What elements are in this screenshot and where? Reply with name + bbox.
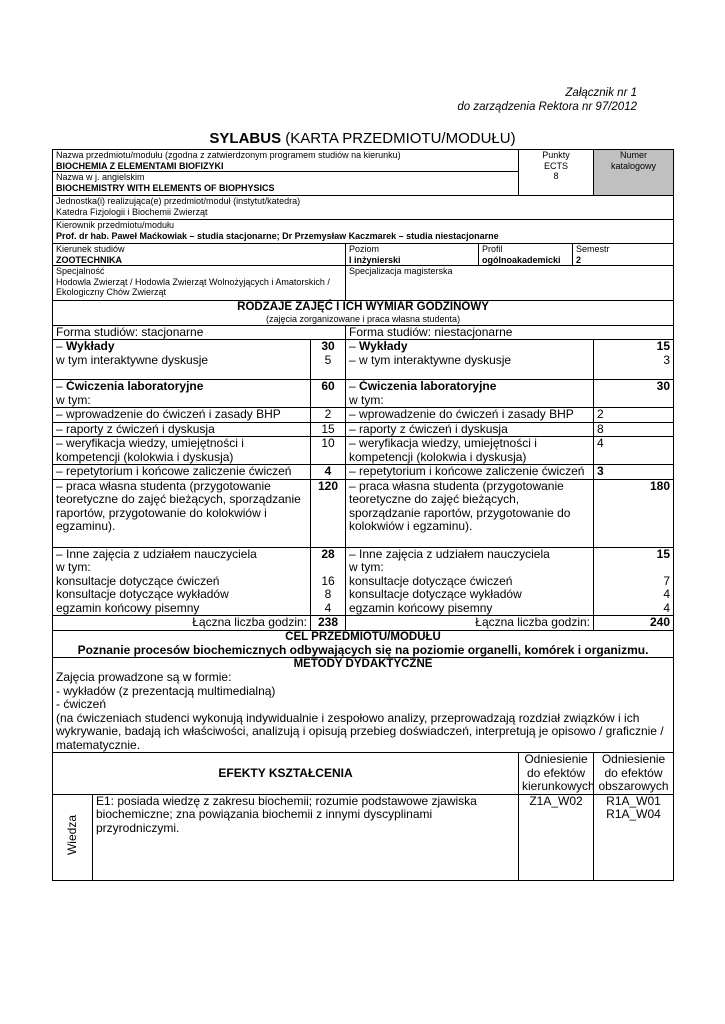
bullet-mark: – (56, 339, 63, 353)
st-reports-cell (53, 422, 311, 437)
profile-label: Profil (482, 244, 503, 254)
specialty-value: Hodowla Zwierząt / Hodowla Zwierząt Wolnożyjących i Amatorskich / Ekologiczny Chów Zwierząt (56, 276, 330, 297)
goal-cell (53, 630, 674, 658)
st-lectures: Wykłady (66, 339, 115, 353)
level-value: I inżynierski (349, 254, 401, 265)
unit-cell (53, 196, 674, 220)
outcome-e1-area-cell (594, 794, 674, 880)
bullet-mark: – (349, 546, 356, 561)
bullet-mark: – (56, 546, 63, 561)
course-head-label: Kierownik przedmiotu/modułu (56, 220, 175, 230)
st-reports: raporty z ćwiczeń i dyskusja (66, 421, 215, 436)
st-other-cell (53, 547, 311, 616)
outcomes-field-header: Odniesienie do efektów kierunkowych (519, 753, 594, 795)
title-rest: (KARTA PRZEDMIOTU/MODUŁU) (281, 130, 516, 147)
course-name-label: Nazwa przedmiotu/modułu (zgodna z zatwierdzonym programem studiów na kierunku) (56, 150, 401, 160)
ns-verify: weryfikacja wiedzy, umiejętności i kompetencji (kolokwia i dyskusja) (349, 436, 537, 464)
st-own-work-hours: 120 (311, 479, 346, 547)
bullet-mark: – (56, 464, 63, 478)
page-title (0, 130, 725, 147)
ns-cons-ex-hours: 7 (663, 573, 671, 588)
ns-labs-cell (346, 380, 594, 394)
ns-verify-hours: 4 (594, 437, 674, 465)
st-cons-ex: konsultacje dotyczące ćwiczeń (56, 573, 220, 588)
ns-review: repetytorium i końcowe zaliczenie ćwiczeń (359, 464, 585, 478)
outcome-e1-field: Z1A_W02 (519, 794, 594, 880)
ns-total-label: Łączna liczba godzin: (346, 616, 594, 631)
ns-other: Inne zajęcia z udziałem nauczyciela (359, 546, 550, 561)
st-verify: weryfikacja wiedzy, umiejętności i kompetencji (kolokwia i dyskusja) (56, 436, 244, 464)
st-own-work-cell (53, 479, 311, 547)
ns-lectures-cell (346, 340, 594, 354)
ns-total: 240 (594, 616, 674, 631)
level-cell (346, 244, 479, 266)
semester-value: 2 (576, 254, 582, 265)
ns-lectures-hours: 15 (594, 340, 674, 354)
ns-intro: wprowadzenie do ćwiczeń i zasady BHP (359, 407, 574, 421)
st-other-incl: w tym: (56, 560, 91, 574)
english-name-label: Nazwa w j. angielskim (56, 172, 145, 182)
bullet-mark: – (349, 436, 356, 450)
bullet-mark: – (349, 464, 356, 478)
bullet-mark: – (349, 478, 356, 493)
semester-cell (573, 244, 674, 266)
ns-cons-lec-hours: 4 (663, 587, 671, 601)
st-intro: wprowadzenie do ćwiczeń i zasady BHP (66, 407, 281, 421)
ns-reports-hours: 8 (594, 422, 674, 437)
ns-verify-cell (346, 437, 594, 465)
methods-line-1: Zajęcia prowadzone są w formie: (56, 670, 232, 684)
ns-cons-lec: konsultacje dotyczące wykładów (349, 587, 522, 601)
outcomes-category: Wiedza (64, 815, 79, 856)
master-specialization-cell (346, 266, 674, 301)
hours-heading: RODZAJE ZAJĘĆ I ICH WYMIAR GODZINOWY (237, 301, 489, 313)
outcome-e1-area-2: R1A_W04 (606, 807, 661, 821)
outcomes-area-header: Odniesienie do efektów obszarowych (594, 753, 674, 795)
ects-cell (519, 150, 594, 196)
st-intro-hours: 2 (311, 408, 346, 423)
unit-value: Katedra Fizjologii i Biochemii Zwierząt (56, 206, 208, 217)
outcome-e1-area-1: R1A_W01 (606, 793, 661, 808)
syllabus-table (52, 149, 674, 881)
st-cons-lec-hours: 8 (324, 587, 332, 601)
ns-own-work: praca własna studenta (przygotowanie teoretyczne do zajęć bieżących, sporządzanie raportów, przygotowanie do kolokwiów i egzaminu). (349, 478, 571, 533)
stationary-header: Forma studiów: stacjonarne (53, 325, 346, 340)
st-review-hours: 4 (311, 465, 346, 480)
field-of-study-label: Kierunek studiów (56, 244, 125, 254)
annex-note (457, 86, 637, 114)
methods-line-2: - wykładów (z prezentacją multimedialną) (56, 683, 276, 698)
st-other-hours: 28 (321, 546, 335, 561)
methods-heading: METODY DYDAKTYCZNE (293, 658, 433, 670)
ns-other-hours: 15 (656, 546, 671, 561)
st-other: Inne zajęcia z udziałem nauczyciela (66, 546, 257, 561)
bullet-mark: – (349, 352, 356, 367)
st-other-hours-cell (311, 547, 346, 616)
catalog-number-label: Numer katalogowy (611, 150, 657, 171)
unit-label: Jednostka(i) realizująca(e) przedmiot/moduł (instytut/katedra) (56, 196, 301, 206)
bullet-mark: – (56, 379, 63, 393)
ns-labs: Ćwiczenia laboratoryjne (359, 379, 497, 393)
course-head-cell (53, 220, 674, 244)
st-labs-incl: w tym: (53, 394, 311, 408)
ects-value: 8 (553, 171, 559, 181)
profile-value: ogólnoakademicki (482, 254, 561, 265)
bullet-mark: – (56, 478, 63, 493)
ns-review-hours: 3 (594, 465, 674, 480)
st-lectures-hours: 30 (311, 340, 346, 354)
outcomes-category-cell (53, 794, 93, 880)
st-cons-lec: konsultacje dotyczące wykładów (56, 587, 229, 601)
bullet-mark: – (56, 407, 63, 421)
ns-reports: raporty z ćwiczeń i dyskusja (359, 421, 508, 436)
field-of-study-cell (53, 244, 346, 266)
st-total-label: Łączna liczba godzin: (53, 616, 311, 631)
st-interactive: w tym interaktywne dyskusje (53, 354, 311, 380)
bullet-mark: – (56, 436, 63, 450)
english-name-cell (53, 172, 519, 196)
bullet-mark: – (349, 407, 356, 421)
level-label: Poziom (349, 244, 380, 254)
ns-own-work-hours: 180 (594, 479, 674, 547)
st-verify-hours: 10 (311, 437, 346, 465)
bullet-mark: – (349, 379, 356, 393)
field-of-study-value: ZOOTECHNIKA (56, 254, 122, 265)
st-total: 238 (311, 616, 346, 631)
course-name-cell (53, 150, 519, 172)
st-labs-incl-empty (311, 394, 346, 408)
ns-other-incl: w tym: (349, 560, 384, 574)
bullet-mark: – (349, 421, 356, 436)
ns-labs-incl-empty (594, 394, 674, 408)
ns-intro-cell (346, 408, 594, 423)
title-bold: SYLABUS (209, 130, 282, 147)
st-labs: Ćwiczenia laboratoryjne (66, 379, 204, 393)
ns-other-cell (346, 547, 594, 616)
ns-interactive-hours: 3 (594, 354, 674, 380)
ns-lectures: Wykłady (359, 339, 408, 353)
st-lectures-cell (53, 340, 311, 354)
ns-intro-hours: 2 (594, 408, 674, 423)
ns-own-work-cell (346, 479, 594, 547)
course-head-value: Prof. dr hab. Paweł Maćkowiak – studia stacjonarne; Dr Przemysław Kaczmarek – studia niestacjonarne (56, 230, 499, 241)
ns-reports-cell (346, 422, 594, 437)
st-own-work: praca własna studenta (przygotowanie teoretyczne do zajęć bieżących, sporządzanie raportów, przygotowanie do kolokwiów i egzaminu). (56, 478, 301, 533)
bullet-mark: – (56, 421, 63, 436)
bullet-mark: – (349, 339, 356, 353)
goal-heading: CEL PRZEDMIOTU/MODUŁU (285, 630, 441, 643)
st-review: repetytorium i końcowe zaliczenie ćwiczeń (66, 464, 292, 478)
hours-heading-cell (53, 301, 674, 326)
st-labs-hours: 60 (311, 380, 346, 394)
st-interactive-hours: 5 (311, 354, 346, 380)
profile-cell (479, 244, 573, 266)
specialty-cell (53, 266, 346, 301)
ns-cons-ex: konsultacje dotyczące ćwiczeń (349, 573, 513, 588)
ns-review-cell (346, 465, 594, 480)
ns-other-hours-cell (594, 547, 674, 616)
st-reports-hours: 15 (311, 422, 346, 437)
ns-exam: egzamin końcowy pisemny (349, 600, 493, 615)
ects-label: Punkty ECTS (542, 150, 570, 171)
st-cons-ex-hours: 16 (321, 573, 335, 588)
methods-line-4: (na ćwiczeniach studenci wykonują indywidualnie i zespołowo analizy, przeprowadzają rozdział związków i ich wykrywanie, badają ich właściwości, analizują i opisują przebieg doświadczeń, interpretują je opisowo / graficznie / matematycznie. (56, 710, 664, 752)
course-name-value: BIOCHEMIA Z ELEMENTAMI BIOFIZYKI (56, 160, 224, 171)
master-specialization-label: Specjalizacja magisterska (349, 266, 453, 276)
methods-cell (53, 658, 674, 753)
hours-subheading: (zajęcia zorganizowane i praca własna studenta) (265, 314, 461, 324)
st-labs-cell (53, 380, 311, 394)
st-verify-cell (53, 437, 311, 465)
st-intro-cell (53, 408, 311, 423)
ns-exam-hours: 4 (663, 600, 671, 615)
outcome-e1-text: E1: posiada wiedzę z zakresu biochemii; rozumie podstawowe zjawiska biochemiczne; zna powiązania biochemii z innymi dyscyplinami przyrodniczymi. (93, 794, 519, 880)
semester-label: Semestr (576, 244, 610, 254)
annex-line-2: do zarządzenia Rektora nr 97/2012 (457, 101, 637, 113)
st-exam: egzamin końcowy pisemny (56, 600, 200, 615)
st-exam-hours: 4 (324, 600, 332, 615)
ns-labs-hours: 30 (594, 380, 674, 394)
ns-interactive: w tym interaktywne dyskusje (359, 352, 512, 367)
st-review-cell (53, 465, 311, 480)
specialty-label: Specjalność (56, 266, 105, 276)
methods-line-3: - ćwiczeń (56, 697, 107, 711)
english-name-value: BIOCHEMISTRY WITH ELEMENTS OF BIOPHYSICS (56, 182, 275, 193)
goal-text: Poznanie procesów biochemicznych odbywających się na poziomie organelli, komórek i organizmu. (77, 642, 649, 657)
ns-interactive-cell (346, 354, 594, 380)
ns-labs-incl: w tym: (346, 394, 594, 408)
annex-line-1: Załącznik nr 1 (565, 87, 637, 99)
catalog-number-cell (594, 150, 674, 196)
outcomes-heading: EFEKTY KSZTAŁCENIA (53, 753, 519, 795)
nonstationary-header: Forma studiów: niestacjonarne (346, 325, 674, 340)
